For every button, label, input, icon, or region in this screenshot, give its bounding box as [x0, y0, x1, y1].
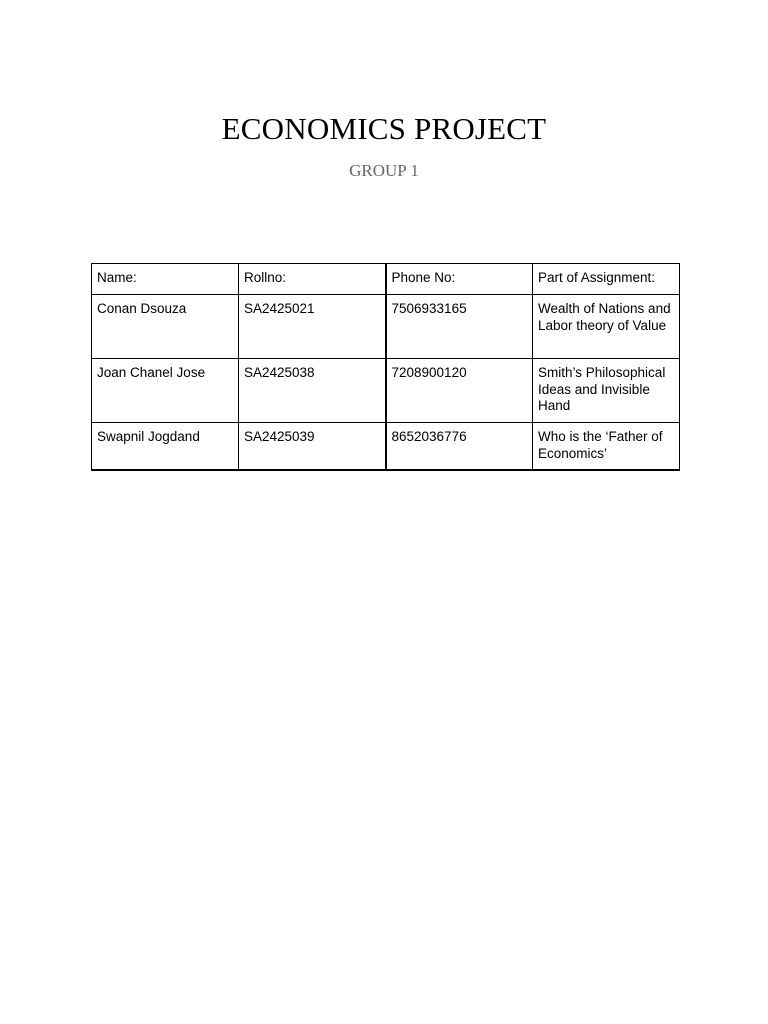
cell-rollno: SA2425039 [239, 423, 386, 471]
table-row [92, 423, 680, 471]
cell-rollno: SA2425021 [239, 295, 386, 359]
cell-assignment-part: Smith’s Philosophical Ideas and Invisible Hand [533, 359, 680, 423]
header-part-of-assignment: Part of Assignment: [533, 264, 680, 295]
cell-name: Swapnil Jogdand [92, 423, 239, 471]
cell-name: Conan Dsouza [92, 295, 239, 359]
cell-rollno: SA2425038 [239, 359, 386, 423]
page-subtitle: GROUP 1 [349, 161, 419, 180]
cell-phone: 7208900120 [386, 359, 533, 423]
cell-assignment-part: Who is the ‘Father of Economics’ [533, 423, 680, 471]
header-rollno: Rollno: [239, 264, 386, 295]
table-row [92, 359, 680, 423]
cell-assignment-part: Wealth of Nations and Labor theory of Value [533, 295, 680, 359]
header-phone: Phone No: [386, 264, 533, 295]
cell-phone: 7506933165 [386, 295, 533, 359]
group-members-table [91, 263, 680, 471]
cell-phone: 8652036776 [386, 423, 533, 471]
page-title: ECONOMICS PROJECT [221, 111, 547, 146]
table-row [92, 295, 680, 359]
table-header-row [92, 264, 680, 295]
cell-name: Joan Chanel Jose [92, 359, 239, 423]
header-name: Name: [92, 264, 239, 295]
